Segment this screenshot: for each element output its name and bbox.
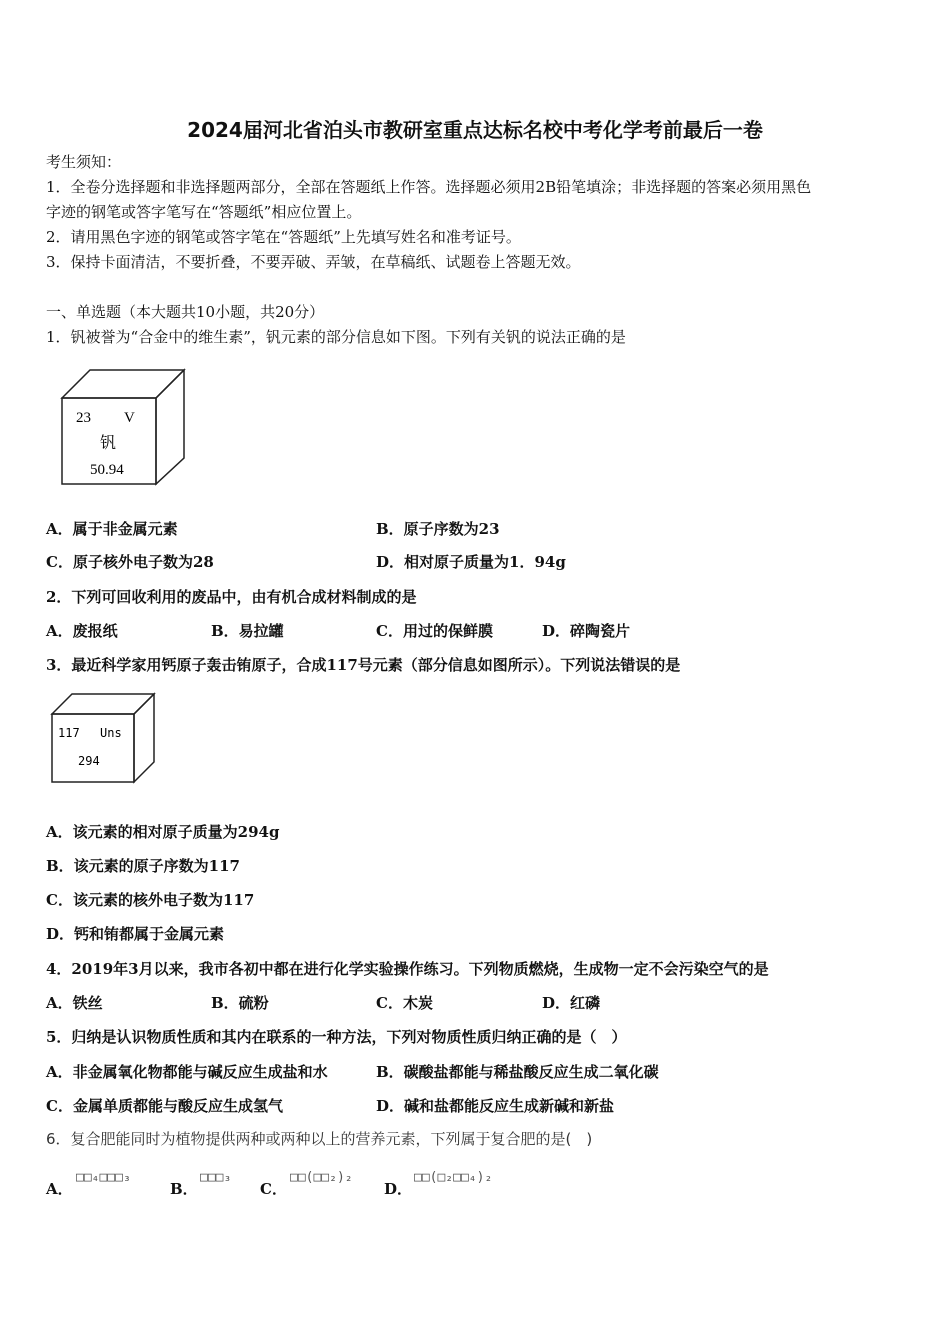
q2-stem: 2．下列可回收利用的废品中，由有机合成材料制成的是 [46,588,417,606]
q1-option-a[interactable]: A．属于非金属元素 [46,520,178,538]
vanadium-element-card [58,366,188,488]
q2-option-a[interactable]: A．废报纸 [46,622,118,640]
element-symbol: V [124,410,135,426]
q2-option-c[interactable]: C．用过的保鲜膜 [376,622,493,640]
q5-option-c[interactable]: C．金属单质都能与酸反应生成氢气 [46,1097,283,1115]
page-title: 2024届河北省泊头市教研室重点达标名校中考化学考前最后一卷 [187,118,763,142]
q4-option-a[interactable]: A．铁丝 [46,994,103,1012]
q4-option-c[interactable]: C．木炭 [376,994,433,1012]
q6-option-a-formula: □□₄□□□₃ [76,1170,131,1185]
q2-option-d[interactable]: D．碎陶瓷片 [542,622,631,640]
notice-item-1b: 字迹的钢笔或答字笔写在“答题纸”相应位置上。 [46,203,362,221]
element-mass: 294 [78,754,100,768]
q6-option-c-formula: □□(□□₂)₂ [290,1170,353,1185]
notice-item-3: 3．保持卡面清洁，不要折叠，不要弄破、弄皱，在草稿纸、试题卷上答题无效。 [46,253,581,271]
notice-item-2: 2．请用黑色字迹的钢笔或答字笔在“答题纸”上先填写姓名和准考证号。 [46,228,521,246]
q4-option-d[interactable]: D．红磷 [542,994,601,1012]
notice-heading: 考生须知： [46,153,122,171]
q4-option-b[interactable]: B．硫粉 [211,994,269,1012]
q6-stem: 6．复合肥能同时为植物提供两种或两种以上的营养元素，下列属于复合肥的是( ) [46,1130,593,1148]
element-name: 钒 [100,433,117,452]
section-heading: 一、单选题（本大题共10小题，共20分） [46,303,325,321]
q6-option-b-formula: □□□₃ [200,1170,232,1185]
q6-option-c-label[interactable]: C． [260,1180,287,1198]
q5-stem: 5．归纳是认识物质性质和其内在联系的一种方法，下列对物质性质归纳正确的是（ ） [46,1028,627,1046]
q6-option-d-formula: □□(□₂□□₄)₂ [414,1170,493,1185]
q3-option-c[interactable]: C．该元素的核外电子数为117 [46,891,255,909]
q5-option-a[interactable]: A．非金属氧化物都能与碱反应生成盐和水 [46,1063,328,1081]
q1-option-b[interactable]: B．原子序数为23 [376,520,500,538]
uns-element-card [48,690,158,786]
q6-option-a-label[interactable]: A． [46,1180,73,1198]
element-symbol: Uns [100,726,122,740]
element-mass: 50.94 [90,462,124,478]
q1-option-d[interactable]: D．相对原子质量为1．94g [376,553,566,571]
element-number: 117 [58,726,80,740]
q1-option-c[interactable]: C．原子核外电子数为28 [46,553,214,571]
q4-stem: 4．2019年3月以来，我市各初中都在进行化学实验操作练习。下列物质燃烧，生成物一定不会污染空气的是 [46,960,769,978]
q3-option-a[interactable]: A．该元素的相对原子质量为294g [46,823,280,841]
element-number: 23 [76,410,91,426]
q2-option-b[interactable]: B．易拉罐 [211,622,284,640]
q1-stem: 1．钒被誉为“合金中的维生素”，钒元素的部分信息如下图。下列有关钒的说法正确的是 [46,328,626,346]
q5-option-b[interactable]: B．碳酸盐都能与稀盐酸反应生成二氧化碳 [376,1063,659,1081]
notice-item-1a: 1．全卷分选择题和非选择题两部分，全部在答题纸上作答。选择题必须用2B铅笔填涂；非选择题的答案必须用黑色 [46,178,812,196]
q5-option-d[interactable]: D．碱和盐都能反应生成新碱和新盐 [376,1097,615,1115]
q3-stem: 3．最近科学家用钙原子轰击铕原子，合成117号元素（部分信息如图所示）。下列说法错误的是 [46,656,681,674]
q3-option-b[interactable]: B．该元素的原子序数为117 [46,857,240,875]
q3-option-d[interactable]: D．钙和铕都属于金属元素 [46,925,225,943]
q6-option-b-label[interactable]: B． [170,1180,198,1198]
q6-option-d-label[interactable]: D． [384,1180,413,1198]
